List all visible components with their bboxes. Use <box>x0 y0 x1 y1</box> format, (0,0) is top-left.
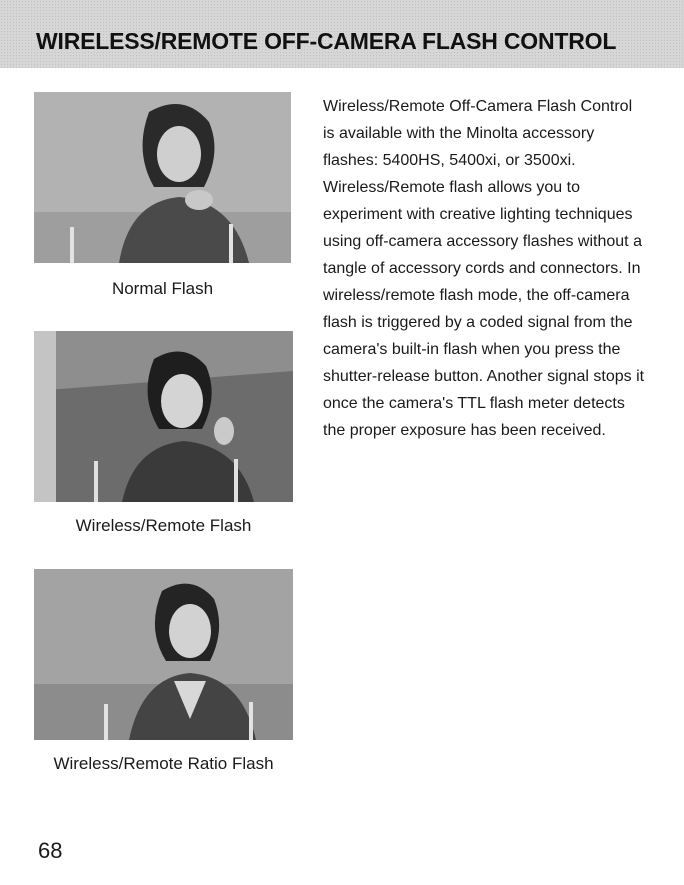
photo-wireless-remote-ratio-flash <box>34 569 293 740</box>
caption-normal-flash: Normal Flash <box>111 279 214 298</box>
portrait-illustration <box>34 331 293 502</box>
page-number: 68 <box>38 838 63 863</box>
portrait-illustration <box>34 92 291 263</box>
header-band <box>0 0 684 68</box>
caption-wireless-remote-flash: Wireless/Remote Flash <box>75 516 252 535</box>
body-paragraph: Wireless/Remote Off-Camera Flash Control is available with the Minolta accessory flashes: 5400HS, 5400xi, or 3500xi. Wireless/Remote flash allows you to experiment with creative lighting techniques using off-camera accessory flashes without a tangle of accessory cords and connectors. In wireless/remote flash mode, the off-camera flash is triggered by a coded signal from the camera's built-in flash when you press the shutter-release button. Another signal stops it once the camera's TTL flash meter detects the proper exposure has been received. <box>323 98 645 439</box>
portrait-illustration <box>34 569 293 740</box>
photo-normal-flash <box>34 92 291 263</box>
photo-wireless-remote-flash <box>34 331 293 502</box>
caption-wireless-remote-ratio-flash: Wireless/Remote Ratio Flash <box>53 754 274 773</box>
page-title: WIRELESS/REMOTE OFF-CAMERA FLASH CONTROL <box>36 28 617 54</box>
